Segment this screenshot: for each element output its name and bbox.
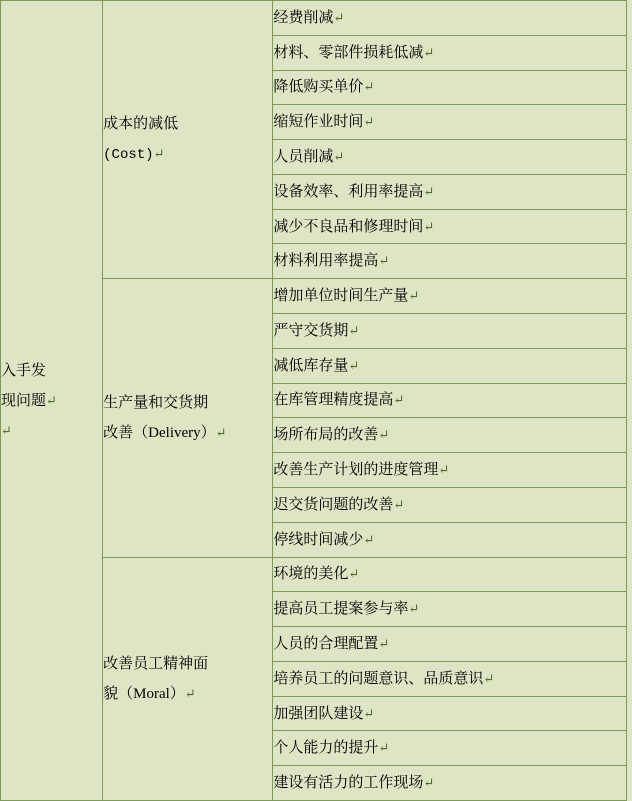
group-delivery-name-line1: 生产量和交货期 bbox=[103, 394, 209, 411]
paragraph-mark-icon: ↵ bbox=[378, 427, 390, 443]
paragraph-mark-icon: ↵ bbox=[363, 79, 375, 95]
paragraph-mark-icon: ↵ bbox=[363, 705, 375, 721]
item-cell: 设备效率、利用率提高↵ bbox=[273, 174, 632, 209]
paragraph-mark-icon: ↵ bbox=[393, 496, 405, 512]
paragraph-mark-icon: ↵ bbox=[46, 392, 57, 408]
row-header-cell bbox=[1, 1, 103, 801]
paragraph-mark-icon: ↵ bbox=[483, 670, 495, 686]
item-cell: 严守交货期↵ bbox=[273, 314, 632, 349]
paragraph-mark-icon: ↵ bbox=[215, 424, 227, 440]
paragraph-mark-icon: ↵ bbox=[423, 218, 435, 234]
paragraph-mark-icon: ↵ bbox=[378, 253, 390, 269]
paragraph-mark-icon: ↵ bbox=[348, 322, 360, 338]
paragraph-mark-icon: ↵ bbox=[363, 531, 375, 547]
paragraph-mark-icon: ↵ bbox=[393, 392, 405, 408]
group-moral-name-line2: 貌（Moral）↵ bbox=[103, 685, 196, 702]
item-cell: 降低购买单价↵ bbox=[273, 70, 632, 105]
row-header-line2: 现问题↵ bbox=[1, 392, 57, 409]
item-cell: 缩短作业时间↵ bbox=[273, 105, 632, 140]
item-cell: 材料利用率提高↵ bbox=[273, 244, 632, 279]
paragraph-mark-icon: ↵ bbox=[423, 44, 435, 60]
item-cell: 人员削减↵ bbox=[273, 140, 632, 175]
paragraph-mark-icon: ↵ bbox=[378, 740, 390, 756]
item-cell: 停线时间减少↵ bbox=[273, 522, 632, 557]
paragraph-mark-icon: ↵ bbox=[438, 462, 450, 478]
item-cell: 迟交货问题的改善↵ bbox=[273, 487, 632, 522]
group-cost-name-line1: 成本的减低 bbox=[103, 116, 179, 133]
table-row bbox=[1, 1, 632, 36]
paragraph-mark-icon: ↵ bbox=[348, 357, 360, 373]
item-cell: 增加单位时间生产量↵ bbox=[273, 279, 632, 314]
item-cell: 环境的美化↵ bbox=[273, 557, 632, 592]
paragraph-mark-icon: ↵ bbox=[408, 288, 420, 304]
item-cell: 提高员工提案参与率↵ bbox=[273, 592, 632, 627]
paragraph-mark-icon: ↵ bbox=[333, 149, 345, 165]
paragraph-mark-icon: ↵ bbox=[184, 685, 196, 701]
item-cell: 经费削减↵ bbox=[273, 1, 632, 36]
paragraph-mark-icon: ↵ bbox=[408, 601, 420, 617]
group-cost-label-cell bbox=[103, 1, 273, 279]
item-cell: 减少不良品和修理时间↵ bbox=[273, 209, 632, 244]
item-cell: 建设有活力的工作现场↵ bbox=[273, 766, 632, 801]
paragraph-mark-icon: ↵ bbox=[348, 566, 360, 582]
table-right-edge-strip bbox=[626, 0, 632, 801]
item-cell: 个人能力的提升↵ bbox=[273, 731, 632, 766]
paragraph-mark-icon: ↵ bbox=[153, 146, 165, 162]
item-cell: 培养员工的问题意识、品质意识↵ bbox=[273, 661, 632, 696]
item-cell: 在库管理精度提高↵ bbox=[273, 383, 632, 418]
paragraph-mark-icon: ↵ bbox=[1, 422, 12, 438]
paragraph-mark-icon: ↵ bbox=[378, 635, 390, 651]
row-header-line1: 入手发 bbox=[1, 362, 47, 379]
group-delivery-label-cell bbox=[103, 279, 273, 557]
group-cost-name-line2: (Cost)↵ bbox=[103, 146, 165, 164]
item-cell: 人员的合理配置↵ bbox=[273, 627, 632, 662]
item-cell: 减低库存量↵ bbox=[273, 348, 632, 383]
group-delivery-name-line2: 改善（Delivery）↵ bbox=[103, 424, 227, 441]
paragraph-mark-icon: ↵ bbox=[333, 9, 345, 25]
paragraph-mark-icon: ↵ bbox=[423, 183, 435, 199]
item-cell: 改善生产计划的进度管理↵ bbox=[273, 453, 632, 488]
item-cell: 场所布局的改善↵ bbox=[273, 418, 632, 453]
paragraph-mark-icon: ↵ bbox=[423, 775, 435, 791]
paragraph-mark-icon: ↵ bbox=[363, 114, 375, 130]
group-moral-label-cell bbox=[103, 557, 273, 801]
item-cell: 加强团队建设↵ bbox=[273, 696, 632, 731]
group-moral-name-line1: 改善员工精神面 bbox=[103, 655, 209, 672]
item-cell: 材料、零部件损耗低减↵ bbox=[273, 35, 632, 70]
